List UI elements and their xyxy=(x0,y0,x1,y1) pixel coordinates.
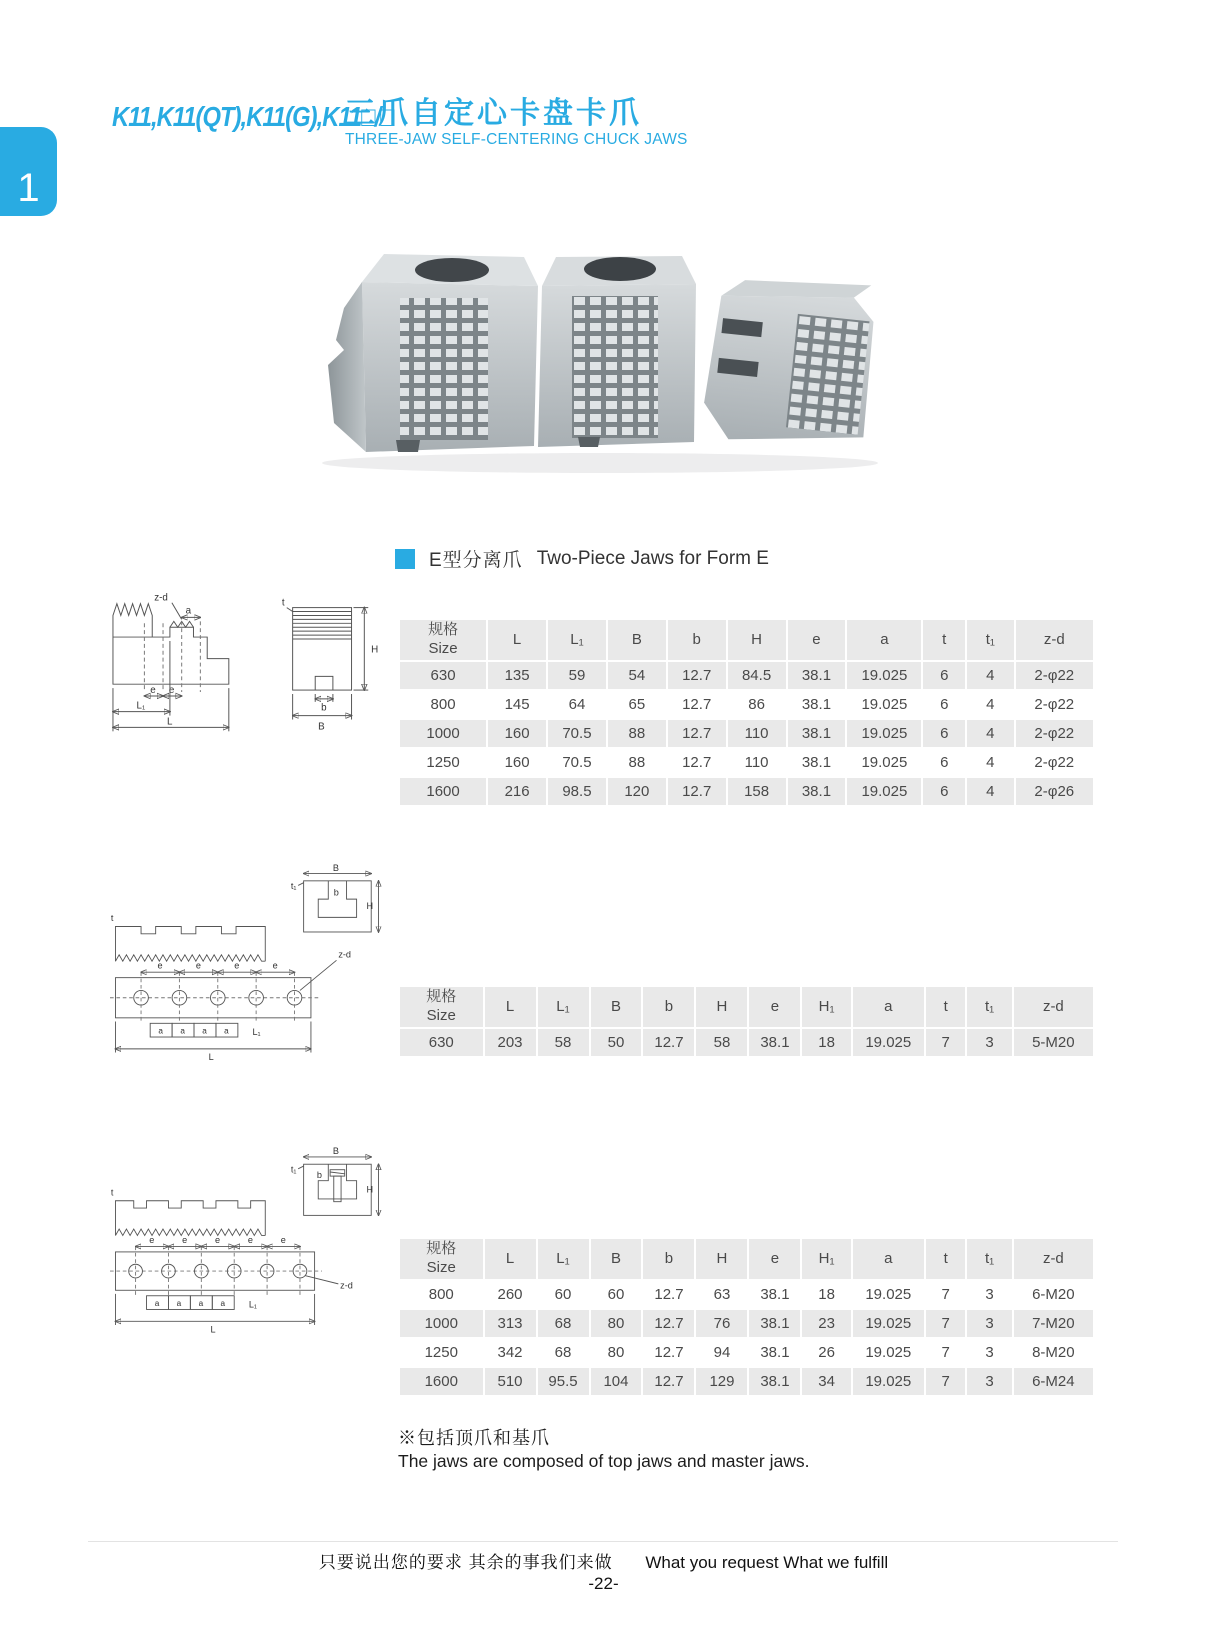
table-cell: 18 xyxy=(818,1286,835,1303)
table-cell: 12.7 xyxy=(682,754,712,771)
table-cell: 38.1 xyxy=(760,1286,790,1303)
page-title-en: THREE-JAW SELF-CENTERING CHUCK JAWS xyxy=(345,131,688,148)
table-cell: 4 xyxy=(986,696,995,713)
table-cell: 342 xyxy=(497,1344,523,1361)
table-cell: 6 xyxy=(940,696,949,713)
table-cell: 110 xyxy=(728,720,786,747)
table-cell: 6 xyxy=(923,778,965,805)
table-cell: 38.1 xyxy=(788,778,846,805)
table-cell: 12.7 xyxy=(668,662,726,689)
table-cell: 4 xyxy=(967,778,1013,805)
table-header-row xyxy=(400,1239,1093,1279)
dim-label: e xyxy=(149,1234,155,1245)
dim-label: t xyxy=(281,597,285,609)
note-cn: ※包括顶爪和基爪 xyxy=(398,1428,550,1448)
table-cell: 3 xyxy=(985,1286,994,1303)
table-cell: 58 xyxy=(696,1029,747,1056)
column-header: b xyxy=(643,1239,694,1279)
table-cell: 26 xyxy=(818,1344,835,1361)
table-cell: 12.7 xyxy=(654,1286,684,1303)
column-header: t xyxy=(926,1239,966,1279)
table-cell: 76 xyxy=(696,1310,747,1337)
note-en: The jaws are composed of top jaws and master jaws. xyxy=(398,1451,810,1471)
dim-label: e xyxy=(150,685,156,697)
dim-label: B xyxy=(332,1146,339,1157)
table-cell: 800 xyxy=(430,696,456,713)
table-cell: 65 xyxy=(628,696,646,713)
table-cell: 50 xyxy=(591,1029,642,1056)
table-cell: 70.5 xyxy=(562,754,592,771)
column-header: H xyxy=(696,987,747,1027)
table-cell: 4 xyxy=(967,662,1013,689)
table-cell: 38.1 xyxy=(801,754,832,771)
dim-label: z-d xyxy=(338,949,352,960)
technical-drawing-master-jaw-630 xyxy=(110,856,384,1092)
column-header: t₁ xyxy=(967,1239,1011,1279)
table-cell: 59 xyxy=(548,662,606,689)
table-cell: 19.025 xyxy=(861,696,908,713)
table-cell: 98.5 xyxy=(548,778,606,805)
table-cell: 38.1 xyxy=(788,720,846,747)
column-header: H₁ xyxy=(802,1239,850,1279)
column-header: H xyxy=(696,1239,747,1279)
table-cell: 19.025 xyxy=(865,1344,912,1361)
page-title-cn: 三爪自定心卡盘卡爪 xyxy=(345,97,642,130)
table-cell: 5-M20 xyxy=(1014,1029,1093,1056)
table-cell: 3 xyxy=(985,1344,994,1361)
dim-label: e xyxy=(272,960,278,971)
dim-label: a xyxy=(158,1026,163,1036)
table-cell: 38.1 xyxy=(760,1344,790,1361)
dim-label: a xyxy=(176,1298,182,1308)
table-cell: 12.7 xyxy=(668,778,726,805)
footer-divider xyxy=(88,1541,1118,1542)
jaw-block-middle xyxy=(538,256,696,447)
table-cell: 313 xyxy=(485,1310,536,1337)
table-cell: 19.025 xyxy=(853,1368,924,1395)
table-cell: 7 xyxy=(926,1368,966,1395)
table-cell: 4 xyxy=(967,720,1013,747)
table-cell: 60 xyxy=(554,1286,572,1303)
dim-label: e xyxy=(280,1234,286,1245)
column-header: e xyxy=(749,1239,800,1279)
table-row xyxy=(400,749,1093,776)
table-cell: 3 xyxy=(967,1029,1011,1056)
table-cell: 1250 xyxy=(424,1344,458,1361)
table-row xyxy=(400,778,1093,805)
column-header: L xyxy=(485,1239,536,1279)
dim-label: e xyxy=(234,960,240,971)
spec-table-master-jaw-large xyxy=(398,1237,1095,1397)
table-cell: 1000 xyxy=(400,720,486,747)
table-cell: 58 xyxy=(538,1029,589,1056)
table-cell: 19.025 xyxy=(861,754,908,771)
table-cell: 145 xyxy=(504,696,530,713)
table-cell: 19.025 xyxy=(847,778,921,805)
table-cell: 2-φ22 xyxy=(1016,720,1093,747)
dim-label: B xyxy=(332,862,339,873)
column-header: z-d xyxy=(1014,987,1093,1027)
spec-table-two-piece-e xyxy=(398,618,1095,807)
table-cell: 88 xyxy=(628,754,646,771)
table-cell: 216 xyxy=(488,778,546,805)
table-row xyxy=(400,662,1093,689)
dim-label: L₁ xyxy=(252,1027,261,1038)
table-header-row xyxy=(400,620,1093,660)
column-header: L xyxy=(485,987,536,1027)
table-cell: 12.7 xyxy=(654,1344,684,1361)
table-cell: 8-M20 xyxy=(1032,1344,1075,1361)
table-cell: 70.5 xyxy=(548,720,606,747)
table-cell: 110 xyxy=(744,754,769,771)
dim-label: a xyxy=(224,1026,229,1036)
table-cell: 80 xyxy=(591,1310,642,1337)
table-row xyxy=(400,1339,1093,1366)
column-header: a xyxy=(847,620,921,660)
chapter-number: 1 xyxy=(17,166,40,210)
page-number: -22- xyxy=(588,1574,619,1593)
dim-label: e xyxy=(247,1234,253,1245)
dim-label: z-d xyxy=(154,592,168,604)
table-cell: 6 xyxy=(923,720,965,747)
table-cell: 64 xyxy=(568,696,586,713)
table-cell: 800 xyxy=(428,1286,454,1303)
section-label-en: Two-Piece Jaws for Form E xyxy=(536,547,769,569)
table-row xyxy=(400,1029,1093,1056)
column-header: L₁ xyxy=(548,620,606,660)
table-cell: 38.1 xyxy=(749,1368,800,1395)
table-cell: 38.1 xyxy=(749,1310,800,1337)
table-cell: 2-φ22 xyxy=(1034,754,1075,771)
column-header: t₁ xyxy=(967,620,1013,660)
footer-slogan-cn: 只要说出您的要求 其余的事我们来做 xyxy=(318,1553,613,1572)
table-cell: 86 xyxy=(748,696,765,713)
table-cell: 3 xyxy=(967,1368,1011,1395)
table-cell: 120 xyxy=(608,778,666,805)
column-header: b xyxy=(668,620,726,660)
column-header: z-d xyxy=(1016,620,1093,660)
table-cell: 7-M20 xyxy=(1014,1310,1093,1337)
dim-label: e xyxy=(182,1234,188,1245)
section-header xyxy=(395,545,769,572)
jaw-block-left xyxy=(328,254,538,452)
column-header: t xyxy=(923,620,965,660)
spec-table-master-jaw-630 xyxy=(398,985,1095,1058)
column-header: e xyxy=(788,620,846,660)
table-cell: 60 xyxy=(607,1286,625,1303)
column-header: a xyxy=(853,987,924,1027)
column-header: t₁ xyxy=(967,987,1011,1027)
column-header: b xyxy=(643,987,694,1027)
column-header: 规格 Size xyxy=(400,1239,483,1279)
table-cell: 2-φ26 xyxy=(1016,778,1093,805)
dim-label: b xyxy=(333,887,339,898)
table-header-row xyxy=(400,987,1093,1027)
dim-label: a xyxy=(202,1026,207,1036)
table-cell: 6 xyxy=(940,754,949,771)
table-cell: 6-M20 xyxy=(1032,1286,1075,1303)
table-cell: 68 xyxy=(538,1310,589,1337)
table-row xyxy=(400,691,1093,718)
dim-label: t xyxy=(110,913,114,924)
table-cell: 38.1 xyxy=(788,662,846,689)
table-cell: 19.025 xyxy=(853,1029,924,1056)
table-cell: 95.5 xyxy=(538,1368,589,1395)
table-cell: 54 xyxy=(608,662,666,689)
dim-label: L xyxy=(166,716,173,728)
table-cell: 2-φ22 xyxy=(1034,696,1075,713)
table-cell: 19.025 xyxy=(847,662,921,689)
footer-slogan xyxy=(0,1548,1207,1573)
table-row xyxy=(400,720,1093,747)
table-cell: 7 xyxy=(926,1029,966,1056)
table-cell: 6-M24 xyxy=(1014,1368,1093,1395)
dim-label: t xyxy=(110,1187,114,1198)
table-cell: 88 xyxy=(608,720,666,747)
dim-label: L₁ xyxy=(136,700,146,712)
table-cell: 19.025 xyxy=(853,1310,924,1337)
dim-label: b xyxy=(321,702,327,714)
table-cell: 19.025 xyxy=(865,1286,912,1303)
table-cell: 12.7 xyxy=(682,696,712,713)
dim-label: a xyxy=(185,605,192,617)
footer-slogan-en: What you request What we fulfill xyxy=(645,1553,889,1572)
table-cell: 1600 xyxy=(400,778,486,805)
table-row xyxy=(400,1310,1093,1337)
dim-label: H xyxy=(366,901,374,912)
table-cell: 68 xyxy=(554,1344,572,1361)
table-cell: 510 xyxy=(485,1368,536,1395)
column-header: L₁ xyxy=(538,987,589,1027)
column-header: L xyxy=(488,620,546,660)
table-cell: 7 xyxy=(941,1344,950,1361)
dim-label: a xyxy=(180,1026,185,1036)
table-cell: 104 xyxy=(591,1368,642,1395)
column-header: B xyxy=(591,987,642,1027)
dim-label: H xyxy=(371,644,379,656)
column-header: 规格 Size xyxy=(400,987,483,1027)
table-cell: 12.7 xyxy=(643,1310,694,1337)
dim-label: a xyxy=(154,1298,160,1308)
dim-label: t₁ xyxy=(290,881,297,892)
table-cell: 260 xyxy=(497,1286,523,1303)
column-header: H₁ xyxy=(802,987,850,1027)
dim-label: t₁ xyxy=(290,1164,297,1175)
table-cell: 3 xyxy=(967,1310,1011,1337)
section-bullet-icon xyxy=(395,549,415,569)
dim-label: a xyxy=(220,1298,226,1308)
table-cell: 4 xyxy=(986,754,995,771)
table-cell: 1250 xyxy=(426,754,460,771)
table-cell: 23 xyxy=(802,1310,850,1337)
column-header: H xyxy=(728,620,786,660)
dim-label: e xyxy=(195,960,201,971)
table-cell: 129 xyxy=(696,1368,747,1395)
table-cell: 158 xyxy=(728,778,786,805)
table-cell: 18 xyxy=(802,1029,850,1056)
table-row xyxy=(400,1368,1093,1395)
column-header: a xyxy=(853,1239,924,1279)
dim-label: L xyxy=(210,1324,216,1335)
dim-label: L₁ xyxy=(248,1299,257,1310)
table-cell: 2-φ22 xyxy=(1016,662,1093,689)
table-cell: 135 xyxy=(488,662,546,689)
column-header: L₁ xyxy=(538,1239,589,1279)
table-cell: 84.5 xyxy=(728,662,786,689)
chapter-tab xyxy=(0,127,57,216)
table-cell: 160 xyxy=(488,720,546,747)
technical-drawing-master-jaw-large xyxy=(110,1140,384,1362)
dim-label: a xyxy=(198,1298,204,1308)
model-code: K11,K11(QT),K11(G),K11□/□ xyxy=(112,102,394,133)
dim-label: e xyxy=(168,685,175,697)
table-cell: 1600 xyxy=(400,1368,483,1395)
table-cell: 160 xyxy=(504,754,530,771)
table-row xyxy=(400,1281,1093,1308)
column-header: e xyxy=(749,987,800,1027)
column-header: z-d xyxy=(1014,1239,1093,1279)
table-cell: 63 xyxy=(713,1286,731,1303)
dim-label: L xyxy=(208,1051,214,1062)
table-cell: 630 xyxy=(400,662,486,689)
column-header: 规格 Size xyxy=(400,620,486,660)
table-cell: 1000 xyxy=(400,1310,483,1337)
table-cell: 7 xyxy=(941,1286,950,1303)
dim-label: b xyxy=(316,1169,322,1180)
technical-drawing-form-e xyxy=(100,586,392,748)
dim-label: e xyxy=(215,1234,221,1245)
column-header: B xyxy=(591,1239,642,1279)
dim-label: z-d xyxy=(340,1280,353,1291)
product-photo xyxy=(300,230,900,478)
table-cell: 80 xyxy=(607,1344,625,1361)
table-cell: 12.7 xyxy=(668,720,726,747)
table-cell: 38.1 xyxy=(801,696,832,713)
table-cell: 19.025 xyxy=(847,720,921,747)
table-cell: 203 xyxy=(485,1029,536,1056)
section-label-cn: E型分离爪 xyxy=(429,550,523,571)
table-cell: 6 xyxy=(923,662,965,689)
column-header: t xyxy=(926,987,966,1027)
column-header: B xyxy=(608,620,666,660)
table-cell: 12.7 xyxy=(643,1368,694,1395)
dim-label: e xyxy=(157,960,163,971)
table-cell: 34 xyxy=(802,1368,850,1395)
dim-label: H xyxy=(366,1184,374,1195)
table-cell: 12.7 xyxy=(643,1029,694,1056)
dim-label: B xyxy=(318,721,325,733)
jaw-block-right xyxy=(701,269,880,453)
table-cell: 94 xyxy=(713,1344,731,1361)
table-cell: 38.1 xyxy=(749,1029,800,1056)
table-cell: 630 xyxy=(400,1029,483,1056)
table-cell: 7 xyxy=(926,1310,966,1337)
